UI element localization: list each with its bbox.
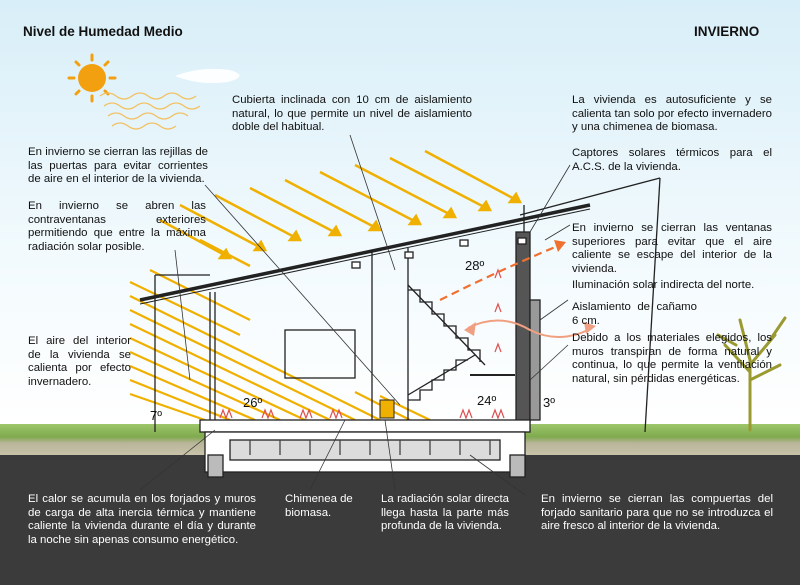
roof-solar-rays <box>160 151 520 266</box>
living-temperature: 26º <box>243 395 263 410</box>
upper-windows-annotation: En invierno se cierran las ventanas superiores para evitar que el aire caliente se escape del interior de la vivienda. <box>572 222 772 275</box>
greenhouse-air-annotation: El aire del interior de la vivienda se calienta por efecto invernadero. <box>28 335 131 388</box>
shutters-annotation: En invierno se abren las contraventanas exteriores permitiendo que entre la máxima radiación solar posible. <box>28 200 206 253</box>
sanitary-floor-annotation: En invierno se cierran las compuertas del forjado sanitario para que no se introduzca el aire fresco al interior de la vivienda. <box>541 493 773 533</box>
back-room-temperature: 24º <box>477 393 497 408</box>
cloud-shape <box>175 69 240 83</box>
ground-temperature: 3º <box>543 395 555 410</box>
direct-radiation-annotation: La radiación solar directa llega hasta la parte más profunda de la vivienda. <box>381 493 509 533</box>
humidity-title: Nivel de Humedad Medio <box>23 24 183 39</box>
chimney-annotation: Chimenea de biomasa. <box>285 493 353 519</box>
sun-icon <box>69 55 115 101</box>
door-grilles-annotation: En invierno se cierran las rejillas de las puertas para evitar corrientes de aire en el interior de la vivienda. <box>28 146 208 186</box>
upper-room-temperature: 28º <box>465 258 485 273</box>
outdoor-temperature: 7º <box>150 408 162 423</box>
sun-heat-waves <box>100 93 200 129</box>
season-title: INVIERNO <box>694 24 760 39</box>
roof-annotation: Cubierta inclinada con 10 cm de aislamiento natural, lo que permite un nivel de aislamiento doble del habitual. <box>232 94 472 134</box>
thermal-mass-annotation: El calor se acumula en los forjados y muros de carga de alta inercia térmica y mantiene caliente la vivienda durante el día y durante la noche sin apenas consumo energético. <box>28 493 256 546</box>
biomass-chimney <box>380 400 394 418</box>
warm-air-arrows <box>440 240 566 300</box>
breathing-walls-annotation: Debido a los materiales elegidos, los muros transpiran de forma natural y continua, lo que permite la ventilación natural, sin pérdidas energéticas. <box>572 332 772 385</box>
hemp-annotation: Aislamiento de cañamo 6 cm. <box>572 301 697 327</box>
solar-collectors-annotation: Captores solares térmicos para el A.C.S. de la vivienda. <box>572 147 772 173</box>
north-light-annotation: Iluminación solar indirecta del norte. <box>572 279 755 291</box>
self-sufficient-annotation: La vivienda es autosuficiente y se calienta tan solo por efecto invernadero y una chimenea de biomasa. <box>572 94 772 134</box>
